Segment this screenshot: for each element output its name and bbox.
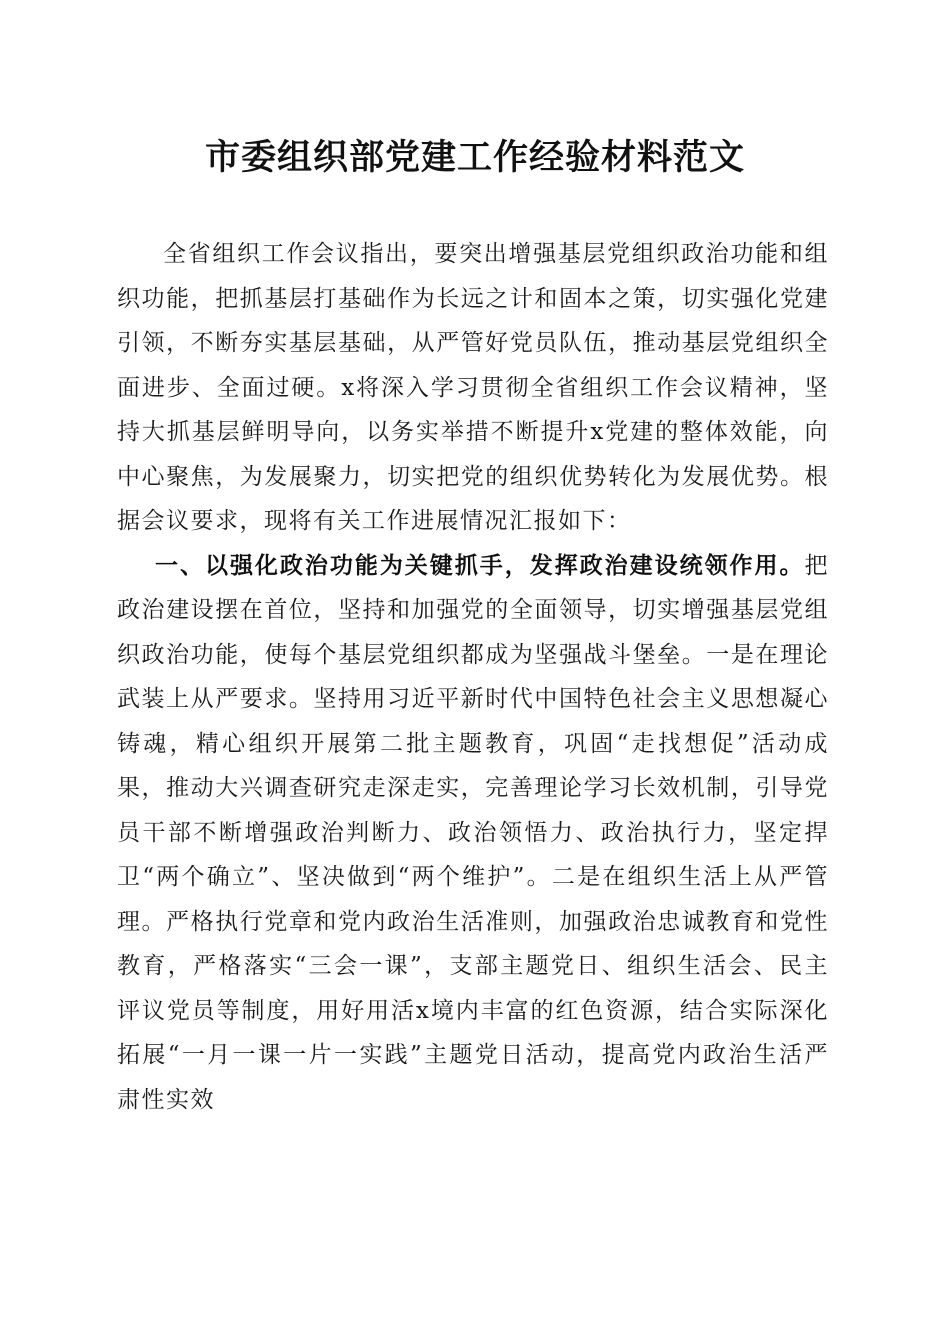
intro-paragraph: 全省组织工作会议指出，要突出增强基层党组织政治功能和组织功能，把抓基层打基础作为长远之计和固本之策，切实强化党建引领，不断夯实基层基础，从严管好党员队伍，推动基层党组织全面进步、全面过硬。x将深入学习贯彻全省组织工作会议精神，坚持大抓基层鲜明导向，以务实举措不断提升x党建的整体效能，向中心聚焦，为发展聚力，切实把党的组织优势转化为发展优势。根据会议要求，现将有关工作进展情况汇报如下： — [117, 241, 829, 534]
section-1-paragraph — [117, 544, 829, 1123]
document-title: 市委组织部党建工作经验材料范文 — [204, 137, 745, 178]
section-1-body: 把政治建设摆在首位，坚持和加强党的全面领导，切实增强基层党组织政治功能，使每个基层党组织都成为坚强战斗堡垒。一是在理论武装上从严要求。坚持用习近平新时代中国特色社会主义思想凝心铸魂，精心组织开展第二批主题教育，巩固“走找想促”活动成果，推动大兴调查研究走深走实，完善理论学习长效机制，引导党员干部不断增强政治判断力、政治领悟力、政治执行力，坚定捍卫“两个确立”、坚决做到“两个维护”。二是在组织生活上从严管理。严格执行党章和党内政治生活准则，加强政治忠诚教育和党性教育，严格落实“三会一课”，支部主题党日、组织生活会、民主评议党员等制度，用好用活x境内丰富的红色资源，结合实际深化拓展“一月一课一片一实践”主题党日活动，提高党内政治生活严肃性实效 — [117, 552, 829, 1113]
document-body — [117, 232, 829, 1122]
section-1-heading: 一、以强化政治功能为关键抓手，发挥政治建设统领作用。 — [155, 551, 805, 579]
